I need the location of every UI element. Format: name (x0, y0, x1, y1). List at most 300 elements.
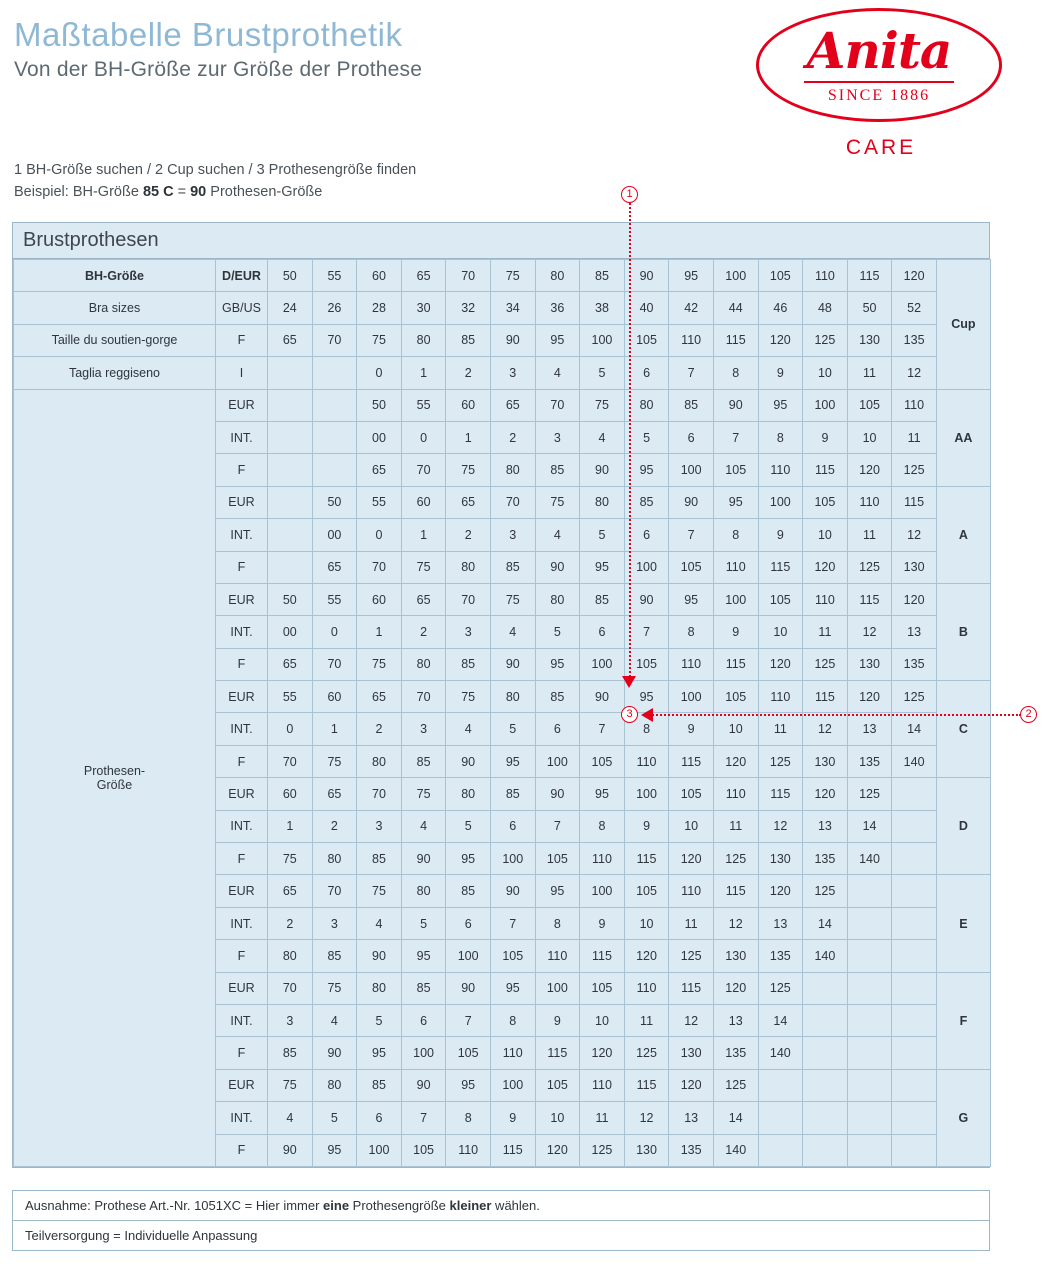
table-cell: 9 (624, 810, 669, 842)
table-cell: 7 (490, 907, 535, 939)
table-cell: 65 (312, 778, 357, 810)
table-cell: 11 (803, 616, 848, 648)
table-cell: 120 (758, 875, 803, 907)
row-system: D/EUR (216, 260, 268, 292)
table-cell: 10 (669, 810, 714, 842)
table-cell: 105 (490, 940, 535, 972)
table-cell (892, 1037, 937, 1069)
table-cell: 11 (847, 357, 892, 389)
table-cell: 2 (446, 519, 491, 551)
logo-oval-shape (756, 8, 1002, 122)
table-row (14, 357, 991, 389)
table-cell: 6 (446, 907, 491, 939)
table-cell: 1 (401, 519, 446, 551)
table-cell: 13 (803, 810, 848, 842)
footnote-exception-suffix: wählen. (491, 1198, 540, 1213)
table-cell: 130 (713, 940, 758, 972)
table-cell: 100 (713, 583, 758, 615)
table-cell: 90 (446, 745, 491, 777)
table-cell: 4 (490, 616, 535, 648)
table-cell: 0 (357, 519, 402, 551)
table-cell: 60 (268, 778, 313, 810)
table-cell: 105 (713, 454, 758, 486)
table-cell: 130 (758, 843, 803, 875)
table-cell: 90 (713, 389, 758, 421)
table-cell: 135 (669, 1134, 714, 1166)
table-cell: 100 (624, 551, 669, 583)
table-cell: 125 (758, 745, 803, 777)
table-cell: 5 (624, 421, 669, 453)
instructions-steps: 1 BH-Größe suchen / 2 Cup suchen / 3 Prothesengröße finden (14, 162, 417, 178)
table-cell: 110 (803, 583, 848, 615)
table-cell: 4 (580, 421, 625, 453)
table-cell: 90 (669, 486, 714, 518)
table-cell: 12 (892, 357, 937, 389)
table-cell: 3 (268, 1004, 313, 1036)
table-cell: 50 (268, 583, 313, 615)
table-cell: 95 (624, 681, 669, 713)
row-system: F (216, 454, 268, 486)
row-label: Taille du soutien-gorge (14, 324, 216, 356)
table-cell (847, 1069, 892, 1101)
table-cell (803, 972, 848, 1004)
table-cell: 80 (580, 486, 625, 518)
table-cell: 80 (624, 389, 669, 421)
table-row (14, 389, 991, 421)
table-cell: 10 (535, 1102, 580, 1134)
table-cell: 85 (624, 486, 669, 518)
row-system: EUR (216, 486, 268, 518)
table-cell (312, 389, 357, 421)
table-cell: 4 (268, 1102, 313, 1134)
table-cell: 100 (401, 1037, 446, 1069)
table-cell: 105 (713, 681, 758, 713)
table-cell: 90 (268, 1134, 313, 1166)
table-cell: 80 (446, 551, 491, 583)
table-cell: 7 (624, 616, 669, 648)
table-cell (847, 940, 892, 972)
table-cell: 135 (892, 648, 937, 680)
table-cell: 75 (357, 324, 402, 356)
table-cell: 110 (669, 324, 714, 356)
table-cell: 110 (624, 745, 669, 777)
table-cell: 70 (357, 551, 402, 583)
table-cell: 120 (803, 778, 848, 810)
row-system: EUR (216, 389, 268, 421)
table-cell: 10 (847, 421, 892, 453)
table-cell: 4 (446, 713, 491, 745)
table-cell (758, 1069, 803, 1101)
example-suffix: Prothesen-Größe (206, 183, 323, 200)
footnote-exception-bold1: eine (323, 1198, 350, 1213)
table-cell: 12 (758, 810, 803, 842)
table-cell: 125 (892, 454, 937, 486)
table-cell: 100 (490, 843, 535, 875)
table-cell: 1 (268, 810, 313, 842)
table-cell: 90 (357, 940, 402, 972)
table-cell: 85 (580, 583, 625, 615)
table-cell: 130 (669, 1037, 714, 1069)
table-cell (268, 389, 313, 421)
table-cell: 85 (401, 972, 446, 1004)
row-system: EUR (216, 875, 268, 907)
table-cell: 75 (446, 454, 491, 486)
table-cell (892, 778, 937, 810)
table-cell: 85 (446, 324, 491, 356)
table-cell (847, 1004, 892, 1036)
table-cell: 85 (268, 1037, 313, 1069)
table-cell: 135 (892, 324, 937, 356)
table-cell: 90 (401, 1069, 446, 1101)
table-cell (847, 1037, 892, 1069)
table-cell: 60 (401, 486, 446, 518)
table-cell: 11 (624, 1004, 669, 1036)
table-cell (312, 357, 357, 389)
table-cell: 13 (758, 907, 803, 939)
table-cell: 55 (401, 389, 446, 421)
example-prefix: Beispiel: BH-Größe (14, 183, 143, 200)
cup-label: G (936, 1069, 990, 1166)
table-cell: 105 (580, 972, 625, 1004)
table-cell: 11 (713, 810, 758, 842)
table-cell: 36 (535, 292, 580, 324)
table-cell: 75 (580, 389, 625, 421)
table-cell: 105 (758, 583, 803, 615)
table-cell: 14 (892, 713, 937, 745)
table-cell: 100 (758, 486, 803, 518)
table-cell: 75 (535, 486, 580, 518)
table-cell: 00 (312, 519, 357, 551)
table-cell: 140 (892, 745, 937, 777)
table-cell: 5 (490, 713, 535, 745)
table-cell: 8 (446, 1102, 491, 1134)
table-cell: 105 (624, 648, 669, 680)
table-cell: 100 (580, 875, 625, 907)
table-cell: 9 (490, 1102, 535, 1134)
table-cell: 6 (624, 519, 669, 551)
table-cell: 2 (490, 421, 535, 453)
table-cell: 3 (490, 519, 535, 551)
table-cell: 100 (803, 389, 848, 421)
table-cell: 85 (401, 745, 446, 777)
logo-divider (804, 81, 954, 83)
table-cell: 55 (357, 486, 402, 518)
table-cell: 11 (758, 713, 803, 745)
annotation-horizontal-line (645, 714, 1021, 716)
table-cell (847, 972, 892, 1004)
cup-label: C (936, 681, 990, 778)
table-cell: 100 (446, 940, 491, 972)
table-cell (268, 454, 313, 486)
table-cell: 2 (312, 810, 357, 842)
table-cell: 125 (713, 1069, 758, 1101)
table-cell: 85 (490, 778, 535, 810)
table-cell (847, 1134, 892, 1166)
table-cell (847, 875, 892, 907)
table-cell: 110 (535, 940, 580, 972)
table-cell: 14 (713, 1102, 758, 1134)
table-cell: 115 (669, 972, 714, 1004)
table-cell: 115 (713, 875, 758, 907)
table-cell: 100 (535, 972, 580, 1004)
table-cell: 120 (892, 583, 937, 615)
table-cell: 95 (669, 583, 714, 615)
table-cell: 11 (580, 1102, 625, 1134)
table-cell: 70 (312, 648, 357, 680)
table-cell: 90 (535, 778, 580, 810)
table-cell: 120 (669, 1069, 714, 1101)
table-cell: 125 (669, 940, 714, 972)
table-cell: 7 (446, 1004, 491, 1036)
cup-header: Cup (936, 260, 990, 390)
table-cell: 6 (580, 616, 625, 648)
table-cell: 90 (312, 1037, 357, 1069)
table-cell: 125 (758, 972, 803, 1004)
table-cell: 3 (357, 810, 402, 842)
table-cell: 60 (446, 389, 491, 421)
row-system: F (216, 648, 268, 680)
table-cell: 105 (758, 260, 803, 292)
table-cell: 9 (758, 357, 803, 389)
table-cell: 105 (446, 1037, 491, 1069)
table-cell: 1 (312, 713, 357, 745)
table-cell: 110 (490, 1037, 535, 1069)
table-cell: 135 (713, 1037, 758, 1069)
table-cell: 105 (803, 486, 848, 518)
table-cell: 55 (312, 583, 357, 615)
table-cell: 46 (758, 292, 803, 324)
table-cell: 6 (624, 357, 669, 389)
table-cell: 0 (401, 421, 446, 453)
table-cell: 11 (892, 421, 937, 453)
table-cell: 70 (446, 260, 491, 292)
table-cell: 0 (357, 357, 402, 389)
table-cell: 75 (268, 1069, 313, 1101)
table-cell: 55 (312, 260, 357, 292)
table-cell: 115 (713, 648, 758, 680)
table-cell: 11 (847, 519, 892, 551)
table-cell: 115 (803, 454, 848, 486)
cup-label: D (936, 778, 990, 875)
row-system: INT. (216, 713, 268, 745)
row-system: GB/US (216, 292, 268, 324)
table-cell: 42 (669, 292, 714, 324)
footnote-partial: Teilversorgung = Individuelle Anpassung (13, 1220, 989, 1250)
row-system: INT. (216, 810, 268, 842)
table-cell: 100 (624, 778, 669, 810)
cup-label: A (936, 486, 990, 583)
table-cell: 125 (580, 1134, 625, 1166)
table-cell: 38 (580, 292, 625, 324)
table-cell: 80 (312, 843, 357, 875)
table-row (14, 260, 991, 292)
table-cell (758, 1102, 803, 1134)
table-cell: 115 (847, 583, 892, 615)
table-cell: 95 (624, 454, 669, 486)
table-cell: 95 (535, 875, 580, 907)
table-cell: 4 (312, 1004, 357, 1036)
table-cell: 4 (401, 810, 446, 842)
logo-since-text: SINCE 1886 (827, 86, 931, 104)
table-cell: 125 (624, 1037, 669, 1069)
table-cell: 80 (490, 681, 535, 713)
table-cell: 115 (624, 1069, 669, 1101)
table-cell: 70 (401, 454, 446, 486)
table-cell: 140 (847, 843, 892, 875)
table-cell: 115 (758, 551, 803, 583)
table-cell: 65 (446, 486, 491, 518)
footnote-exception-prefix: Ausnahme: Prothese Art.-Nr. 1051XC = Hier immer (25, 1198, 324, 1213)
table-cell: 30 (401, 292, 446, 324)
row-system: F (216, 940, 268, 972)
table-cell: 110 (847, 486, 892, 518)
table-cell: 70 (490, 486, 535, 518)
table-cell: 95 (758, 389, 803, 421)
table-cell: 85 (357, 843, 402, 875)
table-cell: 95 (357, 1037, 402, 1069)
row-system: EUR (216, 1069, 268, 1101)
table-cell: 5 (580, 357, 625, 389)
table-cell: 6 (490, 810, 535, 842)
table-cell: 115 (758, 778, 803, 810)
table-cell: 100 (580, 648, 625, 680)
table-cell: 105 (535, 1069, 580, 1101)
table-cell: 7 (713, 421, 758, 453)
table-cell: 110 (758, 454, 803, 486)
table-cell: 12 (892, 519, 937, 551)
table-cell: 80 (446, 778, 491, 810)
table-cell: 110 (669, 648, 714, 680)
table-cell: 95 (446, 843, 491, 875)
table-cell: 100 (713, 260, 758, 292)
table-cell: 5 (312, 1102, 357, 1134)
table-cell: 140 (758, 1037, 803, 1069)
table-cell: 120 (758, 648, 803, 680)
page-title: Maßtabelle Brustprothetik (14, 16, 403, 53)
table-cell: 70 (401, 681, 446, 713)
table-cell: 5 (446, 810, 491, 842)
table-cell: 28 (357, 292, 402, 324)
row-system: INT. (216, 519, 268, 551)
table-cell: 90 (446, 972, 491, 1004)
table-cell: 80 (401, 648, 446, 680)
table-cell: 135 (758, 940, 803, 972)
table-cell: 8 (713, 519, 758, 551)
table-cell: 12 (803, 713, 848, 745)
table-cell: 60 (357, 260, 402, 292)
table-cell: 12 (847, 616, 892, 648)
table-cell: 80 (312, 1069, 357, 1101)
table-cell: 85 (580, 260, 625, 292)
table-cell: 2 (401, 616, 446, 648)
table-cell: 115 (713, 324, 758, 356)
table-cell: 85 (357, 1069, 402, 1101)
table-cell: 125 (803, 875, 848, 907)
table-cell (312, 421, 357, 453)
table-cell: 7 (401, 1102, 446, 1134)
table-cell: 10 (624, 907, 669, 939)
table-cell (892, 843, 937, 875)
row-system: F (216, 843, 268, 875)
table-cell: 90 (624, 583, 669, 615)
table-cell: 110 (713, 778, 758, 810)
table-cell: 110 (580, 843, 625, 875)
table-cell: 130 (624, 1134, 669, 1166)
footnote-exception-bold2: kleiner (449, 1198, 492, 1213)
table-cell: 24 (268, 292, 313, 324)
table-cell: 10 (803, 357, 848, 389)
table-cell: 65 (490, 389, 535, 421)
table-cell: 95 (535, 648, 580, 680)
table-cell: 75 (268, 843, 313, 875)
table-cell: 115 (580, 940, 625, 972)
table-cell: 75 (312, 745, 357, 777)
footnote-exception (13, 1191, 989, 1220)
annotation-left-arrow-icon (641, 708, 653, 722)
table-cell: 6 (357, 1102, 402, 1134)
table-cell (847, 907, 892, 939)
table-cell: 90 (624, 260, 669, 292)
table-cell: 115 (669, 745, 714, 777)
cup-label: F (936, 972, 990, 1069)
table-cell (758, 1134, 803, 1166)
table-cell: 9 (669, 713, 714, 745)
table-cell: 110 (713, 551, 758, 583)
table-cell: 00 (268, 616, 313, 648)
table-cell: 100 (490, 1069, 535, 1101)
table-cell: 7 (669, 357, 714, 389)
logo-brand-name: Anita (806, 20, 952, 80)
table-cell: 10 (580, 1004, 625, 1036)
table-cell: 135 (803, 843, 848, 875)
table-cell: 120 (535, 1134, 580, 1166)
table-cell (847, 1102, 892, 1134)
table-cell: 65 (268, 875, 313, 907)
table-cell: 120 (713, 972, 758, 1004)
table-cell (268, 421, 313, 453)
table-cell: 105 (624, 875, 669, 907)
table-cell: 3 (312, 907, 357, 939)
row-system: F (216, 551, 268, 583)
table-cell: 110 (580, 1069, 625, 1101)
table-cell: 85 (535, 454, 580, 486)
table-cell: 65 (401, 583, 446, 615)
table-cell: 65 (268, 324, 313, 356)
table-cell (892, 1134, 937, 1166)
row-system: INT. (216, 421, 268, 453)
table-cell: 80 (268, 940, 313, 972)
table-cell: 95 (490, 972, 535, 1004)
table-cell: 9 (713, 616, 758, 648)
table-cell: 115 (624, 843, 669, 875)
table-cell: 65 (357, 454, 402, 486)
table-cell (892, 940, 937, 972)
table-cell (892, 810, 937, 842)
row-label: Taglia reggiseno (14, 357, 216, 389)
table-cell: 11 (669, 907, 714, 939)
table-cell: 95 (401, 940, 446, 972)
row-system: F (216, 1037, 268, 1069)
table-cell: 75 (357, 875, 402, 907)
table-cell: 13 (892, 616, 937, 648)
table-cell: 75 (357, 648, 402, 680)
table-cell: 105 (847, 389, 892, 421)
table-cell: 120 (847, 681, 892, 713)
document-header (14, 16, 754, 82)
row-system: INT. (216, 907, 268, 939)
table-cell: 50 (357, 389, 402, 421)
table-cell (803, 1037, 848, 1069)
